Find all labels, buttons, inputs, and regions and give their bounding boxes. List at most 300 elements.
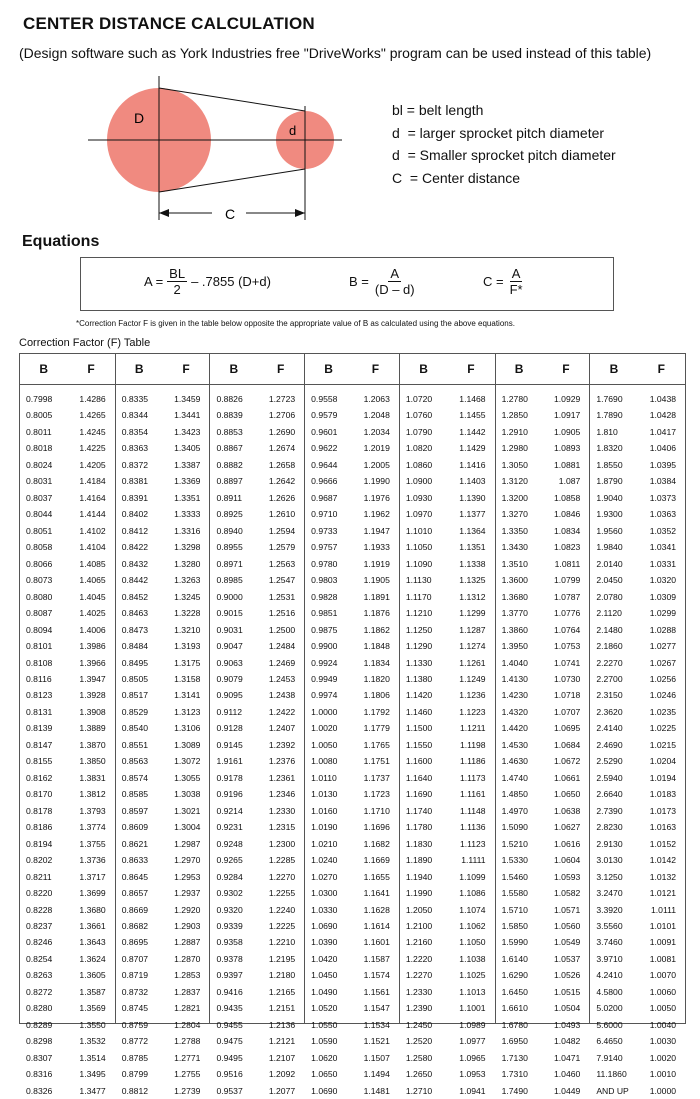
f-value: 1.0695 (554, 723, 581, 734)
b-value: 1.0390 (311, 937, 338, 948)
table-row (496, 770, 590, 786)
b-value: 1.1380 (405, 673, 433, 684)
table-row (20, 407, 115, 423)
f-value: 1.3351 (174, 492, 201, 503)
b-value: 0.8985 (216, 575, 243, 586)
table-row (305, 391, 399, 407)
table-row (116, 440, 210, 456)
b-value: 0.8031 (26, 476, 53, 487)
f-value: 1.2821 (174, 1003, 201, 1014)
b-value: 3.5560 (596, 921, 623, 931)
b-value: 0.8058 (26, 542, 53, 553)
f-value: 1.2690 (268, 426, 296, 437)
b-value: AND UP (596, 1085, 629, 1096)
b-value: 0.8853 (216, 426, 243, 437)
f-value: 1.3175 (174, 657, 201, 668)
f-value: 1.1820 (363, 673, 390, 684)
b-value: 0.8707 (121, 953, 149, 964)
f-value: 1.2920 (174, 904, 201, 915)
b-value: 11.1860 (596, 1069, 627, 1080)
header-b: B (609, 362, 619, 376)
b-value: 0.8316 (26, 1069, 53, 1080)
f-value: 1.0132 (649, 871, 677, 882)
f-value: 1.3699 (79, 888, 106, 899)
b-value: 0.8018 (26, 443, 53, 454)
b-value: 0.8925 (216, 509, 243, 520)
b-value: 1.2780 (501, 394, 528, 404)
table-row (400, 951, 495, 967)
equation-b-denominator: (D – d) (374, 282, 415, 297)
b-value: 0.8633 (121, 855, 149, 866)
table-row (400, 720, 495, 736)
f-value: 1.2970 (174, 855, 201, 866)
f-value: 1.0965 (459, 1052, 486, 1063)
f-value: 1.0020 (649, 1052, 677, 1063)
table-row (20, 440, 115, 456)
f-value: 1.1990 (363, 476, 390, 487)
table-row (210, 902, 304, 918)
b-value: 1.1050 (405, 542, 433, 553)
b-value: 1.4420 (501, 723, 528, 734)
b-value: 0.7998 (26, 394, 53, 404)
b-value: 1.2910 (501, 426, 528, 437)
f-value: 1.2706 (268, 410, 296, 421)
header-f: F (371, 362, 380, 376)
f-value: 1.3158 (174, 673, 201, 684)
table-row (496, 671, 590, 687)
f-value: 1.0526 (554, 970, 581, 981)
b-value: 0.9579 (311, 410, 338, 421)
b-value: 1.1890 (405, 855, 433, 866)
f-value: 1.0560 (554, 921, 581, 931)
table-row (496, 539, 590, 555)
b-value: 1.3600 (501, 575, 528, 586)
table-row (20, 951, 115, 967)
f-value: 1.2438 (268, 690, 296, 701)
f-value: 1.3889 (79, 723, 106, 734)
table-row (590, 1000, 685, 1016)
f-value: 1.0438 (649, 394, 677, 404)
f-value: 1.0449 (554, 1085, 581, 1096)
table-row (400, 737, 495, 753)
f-value: 1.1211 (459, 723, 486, 734)
table-row (496, 786, 590, 802)
f-value: 1.2674 (268, 443, 296, 454)
b-value: 0.8839 (216, 410, 243, 421)
f-value: 1.4265 (79, 410, 106, 421)
f-value: 1.0638 (554, 805, 581, 816)
b-value: 1.9161 (216, 756, 243, 767)
table-row (590, 869, 685, 885)
table-row (210, 638, 304, 654)
table-row (400, 407, 495, 423)
b-value: 1.0520 (311, 1003, 338, 1014)
table-row (496, 885, 590, 901)
f-value: 1.1013 (459, 986, 486, 997)
f-value: 1.2853 (174, 970, 201, 981)
table-row (496, 918, 590, 934)
table-row (496, 391, 590, 407)
table-row (400, 819, 495, 835)
b-value: 0.9435 (216, 1003, 243, 1014)
f-value: 1.0776 (554, 608, 581, 619)
table-row (590, 918, 685, 934)
f-value: 1.1933 (363, 542, 390, 553)
b-value: 2.4690 (596, 739, 623, 750)
b-value: 0.8772 (121, 1036, 149, 1047)
table-row (20, 556, 115, 572)
b-value: 0.8597 (121, 805, 149, 816)
f-value: 1.1468 (459, 394, 486, 404)
f-value: 1.087 (558, 476, 581, 487)
b-value: 0.9015 (216, 608, 243, 619)
f-value: 1.0428 (649, 410, 677, 421)
b-value: 1.6450 (501, 986, 528, 997)
f-value: 1.0299 (649, 608, 677, 619)
b-value: 1.1690 (405, 789, 433, 800)
b-value: 1.2100 (405, 921, 433, 931)
header-b: B (229, 362, 239, 376)
table-row (116, 852, 210, 868)
table-row (116, 1000, 210, 1016)
b-value: 0.9128 (216, 723, 243, 734)
table-row (590, 506, 685, 522)
f-value: 1.2594 (268, 525, 296, 536)
b-value: 0.9231 (216, 822, 243, 833)
f-value: 1.2903 (174, 921, 201, 931)
f-value: 1.3661 (79, 921, 106, 931)
table-row (496, 1000, 590, 1016)
b-value: 0.8139 (26, 723, 53, 734)
b-value: 0.9079 (216, 673, 243, 684)
b-value: 1.2980 (501, 443, 528, 454)
table-row (590, 753, 685, 769)
b-value: 1.0690 (311, 921, 338, 931)
center-distance-label: C (225, 206, 236, 222)
table-row (400, 490, 495, 506)
table-row (400, 424, 495, 440)
b-value: 0.8940 (216, 525, 243, 536)
b-value: 0.8186 (26, 822, 53, 833)
f-value: 1.3141 (174, 690, 201, 701)
table-row (400, 934, 495, 950)
f-value: 1.3774 (79, 822, 106, 833)
b-value: 1.1550 (405, 739, 433, 750)
f-value: 1.0741 (554, 657, 581, 668)
table-row (20, 803, 115, 819)
f-value: 1.0672 (554, 756, 581, 767)
b-value: 1.2160 (405, 937, 433, 948)
table-row (20, 967, 115, 983)
table-column-group (116, 354, 211, 1096)
b-value: 0.8391 (121, 492, 149, 503)
b-value: 1.7890 (596, 410, 623, 421)
table-row (210, 852, 304, 868)
f-value: 1.1403 (459, 476, 486, 487)
table-row (210, 572, 304, 588)
table-row (590, 1083, 685, 1099)
b-value: 1.4740 (501, 772, 528, 783)
table-row (116, 457, 210, 473)
b-value: 0.8354 (121, 426, 149, 437)
table-row (400, 506, 495, 522)
f-value: 1.3680 (79, 904, 106, 915)
b-value: 0.8066 (26, 558, 53, 569)
table-row (116, 687, 210, 703)
b-value: 1.6140 (501, 953, 528, 964)
f-value: 1.0363 (649, 509, 677, 520)
f-value: 1.0571 (554, 904, 581, 915)
f-value: 1.2453 (268, 673, 296, 684)
b-value: 0.9757 (311, 542, 338, 553)
table-row (305, 440, 399, 456)
f-value: 1.3605 (79, 970, 106, 981)
b-value: 1.3510 (501, 558, 528, 569)
table-row (496, 457, 590, 473)
f-value: 1.0142 (649, 855, 677, 866)
table-row (400, 885, 495, 901)
f-value: 1.1614 (363, 921, 390, 931)
equation-a-denominator: 2 (173, 282, 181, 297)
table-row (400, 869, 495, 885)
b-value: 1.2520 (405, 1036, 433, 1047)
f-value: 1.0905 (554, 426, 581, 437)
table-row (400, 1033, 495, 1049)
table-row (116, 1066, 210, 1082)
f-value: 1.2392 (268, 739, 296, 750)
b-value: 0.9284 (216, 871, 243, 882)
b-value: 1.4970 (501, 805, 528, 816)
b-value: 1.1330 (405, 657, 433, 668)
f-value: 1.4085 (79, 558, 106, 569)
f-value: 1.0627 (554, 822, 581, 833)
b-value: 0.8147 (26, 739, 53, 750)
table-row (590, 803, 685, 819)
f-value: 1.0616 (554, 838, 581, 849)
f-value: 1.1136 (459, 822, 486, 833)
b-value: 1.0000 (311, 706, 338, 717)
b-value: 0.8289 (26, 1019, 53, 1030)
f-value: 1.2315 (268, 822, 296, 833)
table-row (210, 984, 304, 1000)
table-row (210, 836, 304, 852)
table-row (210, 1050, 304, 1066)
table-row (590, 440, 685, 456)
table-row (20, 572, 115, 588)
f-value: 1.3280 (174, 558, 201, 569)
header-f: F (467, 362, 475, 376)
table-row (305, 836, 399, 852)
table-row (116, 556, 210, 572)
f-value: 1.1905 (363, 575, 390, 586)
b-value: 1.1990 (405, 888, 433, 899)
b-value: 1.2580 (405, 1052, 433, 1063)
table-row (496, 803, 590, 819)
equation-a-lhs: A = (144, 274, 164, 289)
f-value: 1.4006 (79, 624, 106, 635)
b-value: 1.1780 (405, 822, 433, 833)
f-value: 1.3947 (79, 673, 106, 684)
b-value: 1.2450 (405, 1019, 433, 1030)
equations-box (80, 257, 614, 311)
table-row (590, 490, 685, 506)
table-row (590, 473, 685, 489)
f-value: 1.1299 (459, 608, 486, 619)
b-value: 0.9516 (216, 1069, 243, 1080)
b-value: 0.8517 (121, 690, 149, 701)
b-value: 0.8645 (121, 871, 149, 882)
f-value: 1.2165 (268, 986, 296, 997)
f-value: 1.1198 (459, 739, 486, 750)
b-value: 0.8162 (26, 772, 53, 783)
header-b: B (134, 362, 144, 376)
table-row (590, 687, 685, 703)
table-row (305, 622, 399, 638)
table-row (590, 704, 685, 720)
table-row (305, 457, 399, 473)
f-value: 1.1123 (459, 838, 486, 849)
b-value: 0.8669 (121, 904, 149, 915)
b-value: 0.9537 (216, 1085, 243, 1096)
b-value: 0.8574 (121, 772, 149, 783)
f-value: 1.0471 (554, 1052, 581, 1063)
b-value: 1.9840 (596, 542, 623, 553)
f-value: 1.3793 (79, 805, 106, 816)
b-value: 1.2220 (405, 953, 433, 964)
table-row (496, 687, 590, 703)
b-value: 0.8131 (26, 706, 53, 717)
table-row (305, 803, 399, 819)
b-value: 1.1010 (405, 525, 433, 536)
equation-c-lhs: C = (483, 274, 504, 289)
table-row (400, 770, 495, 786)
b-value: 0.8463 (121, 608, 149, 619)
f-value: 1.1249 (459, 673, 486, 684)
b-value: 0.9733 (311, 525, 338, 536)
table-row (305, 407, 399, 423)
small-diameter-label: d (289, 123, 297, 138)
table-row (116, 1017, 210, 1033)
table-row (590, 984, 685, 1000)
legend-item: bl = belt length (392, 102, 484, 118)
b-value: 0.8123 (26, 690, 53, 701)
table-row (400, 836, 495, 852)
f-value: 1.0953 (459, 1069, 486, 1080)
b-value: 1.1940 (405, 871, 433, 882)
f-value: 1.0050 (649, 1003, 677, 1014)
f-value: 1.1364 (459, 525, 486, 536)
table-row (305, 819, 399, 835)
table-row (210, 869, 304, 885)
f-value: 1.3736 (79, 855, 106, 866)
b-value: 1.1830 (405, 838, 433, 849)
f-value: 1.0811 (554, 558, 581, 569)
f-value: 1.2300 (268, 838, 296, 849)
f-value: 1.2019 (363, 443, 390, 454)
b-value: 1.5710 (501, 904, 528, 915)
table-row (590, 671, 685, 687)
b-value: 2.7390 (596, 805, 623, 816)
table-row (400, 803, 495, 819)
b-value: 1.0130 (311, 789, 338, 800)
table-row (496, 704, 590, 720)
f-value: 1.2151 (268, 1003, 296, 1014)
table-row (400, 1083, 495, 1099)
f-value: 1.2180 (268, 970, 296, 981)
header-f: F (562, 362, 570, 376)
table-row (305, 523, 399, 539)
f-value: 1.2788 (174, 1036, 201, 1047)
table-row (496, 869, 590, 885)
table-row (590, 539, 685, 555)
b-value: 0.8080 (26, 591, 53, 602)
table-row (496, 638, 590, 654)
b-value: 1.0190 (311, 822, 338, 833)
f-value: 1.3423 (174, 426, 201, 437)
f-value: 1.0929 (554, 394, 581, 404)
table-row (20, 605, 115, 621)
table-row (210, 753, 304, 769)
f-value: 1.1038 (459, 953, 486, 964)
b-value: 0.8682 (121, 921, 149, 931)
b-value: 1.8550 (596, 459, 623, 470)
f-value: 1.2063 (363, 394, 390, 404)
table-row (210, 407, 304, 423)
f-value: 1.1587 (363, 953, 390, 964)
b-value: 1.3050 (501, 459, 528, 470)
b-value: 2.0780 (596, 591, 623, 602)
legend-item: d = Smaller sprocket pitch diameter (392, 147, 616, 163)
f-value: 1.2658 (268, 459, 296, 470)
b-value: 0.8495 (121, 657, 149, 668)
equation-a-rest: – .7855 (D+d) (191, 274, 271, 289)
f-value: 1.0288 (649, 624, 677, 635)
b-value: 1.4850 (501, 789, 528, 800)
table-row (20, 869, 115, 885)
table-row (400, 671, 495, 687)
table-row (400, 523, 495, 539)
f-value: 1.1669 (363, 855, 390, 866)
b-value: 1.3350 (501, 525, 528, 536)
b-value: 0.8178 (26, 805, 53, 816)
f-value: 1.0604 (554, 855, 581, 866)
table-row (590, 1066, 685, 1082)
table-row (20, 655, 115, 671)
table-row (590, 1017, 685, 1033)
table-row (210, 671, 304, 687)
b-value: 0.8505 (121, 673, 149, 684)
f-value: 1.3831 (79, 772, 106, 783)
b-value: 0.8585 (121, 789, 149, 800)
table-row (305, 473, 399, 489)
table-row (116, 902, 210, 918)
table-row (590, 786, 685, 802)
b-value: 0.8155 (26, 756, 53, 767)
f-value: 1.3004 (174, 822, 201, 833)
table-row (210, 704, 304, 720)
b-value: 0.9047 (216, 641, 243, 652)
b-value: 1.3120 (501, 476, 528, 487)
table-row (590, 819, 685, 835)
table-row (20, 836, 115, 852)
b-value: 0.9900 (311, 641, 338, 652)
f-value: 1.0194 (649, 772, 677, 783)
b-value: 0.8719 (121, 970, 149, 981)
table-row (116, 391, 210, 407)
table-row (590, 885, 685, 901)
b-value: 0.9095 (216, 690, 243, 701)
b-value: 1.9560 (596, 525, 623, 536)
